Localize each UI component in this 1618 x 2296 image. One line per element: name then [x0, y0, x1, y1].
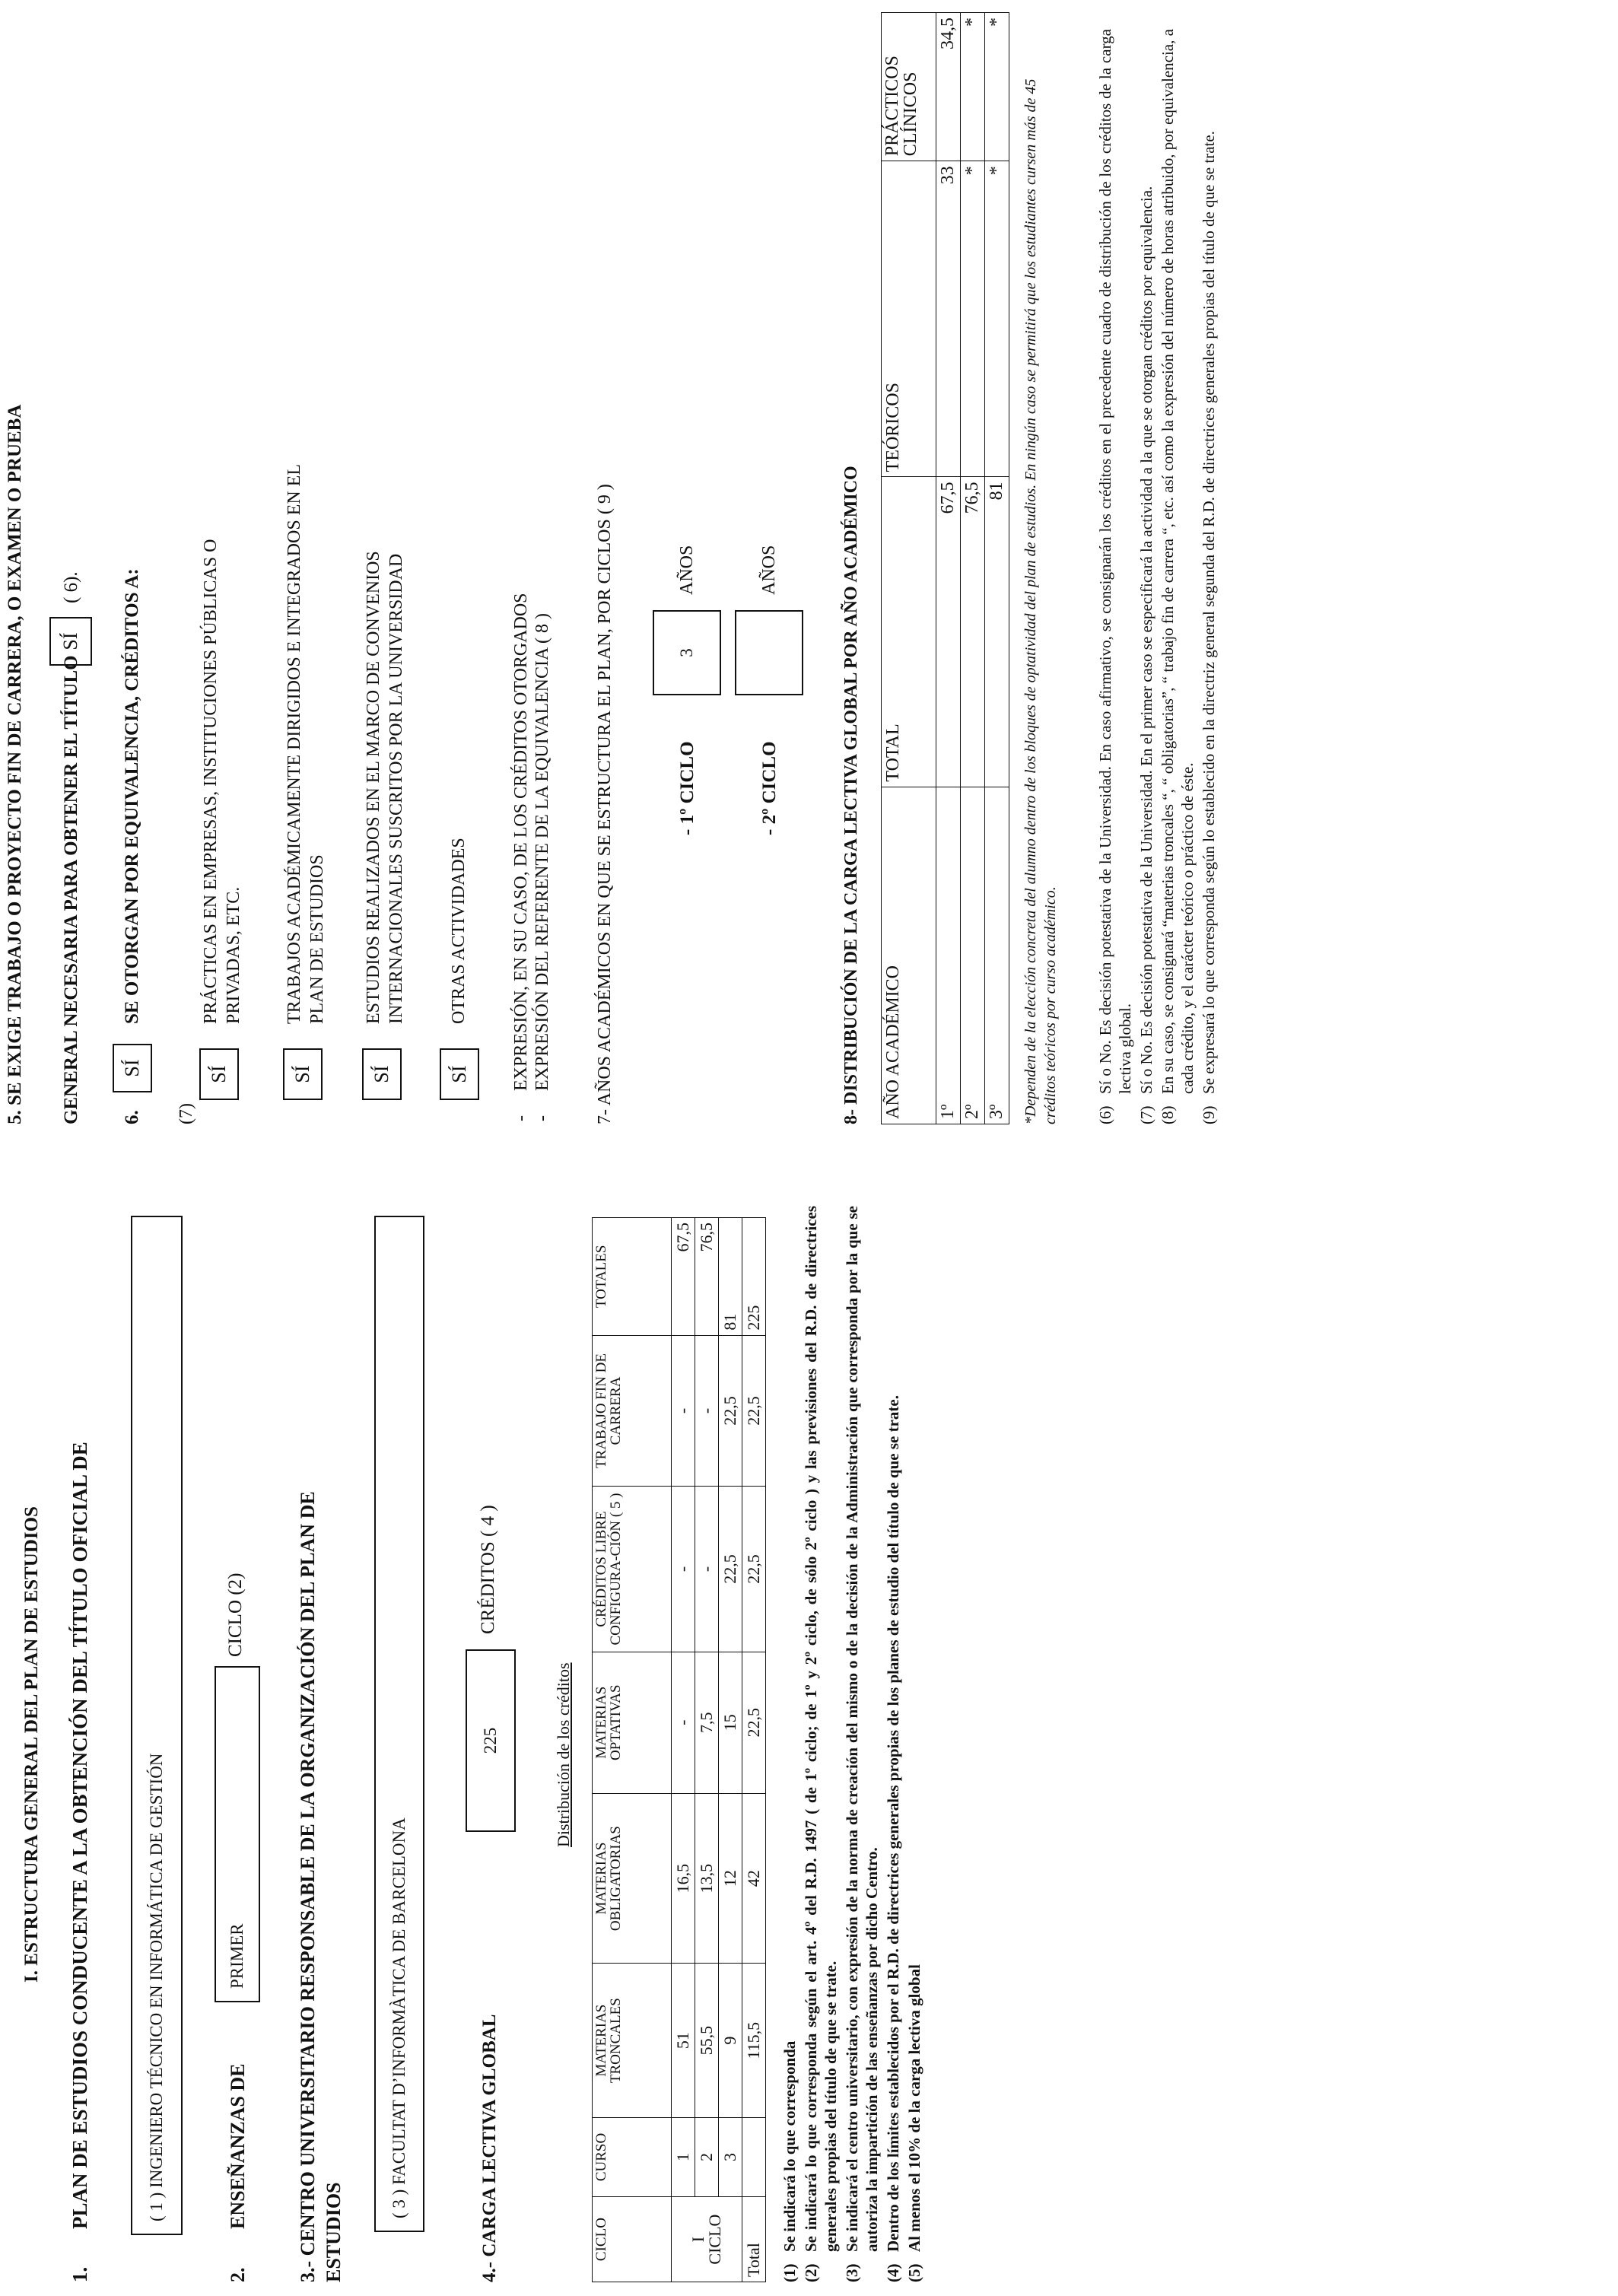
header-libre-configuracion: CRÉDITOS LIBRE CONFIGURA-CIÓN ( 5 )	[593, 1487, 672, 1652]
credit-distribution-title: Distribución de los créditos	[554, 1662, 573, 1847]
total-libre-configuracion-cell: 22,5	[742, 1487, 766, 1652]
note-number: (7)	[1137, 1105, 1155, 1124]
note-number: (6)	[1096, 1105, 1114, 1124]
credit-table-header-row	[593, 1218, 672, 2282]
ciclo-cell	[672, 2197, 742, 2282]
teoricos-cell: 33	[936, 161, 961, 477]
note-5	[904, 1206, 924, 2282]
ciclo-1-years-field	[653, 610, 721, 695]
equiv-item-text: TRABAJOS ACADÉMICAMENTE DIRIGIDOS E INTEGRADOS EN EL PLAN DE ESTUDIOS	[285, 464, 327, 1024]
note-8	[1158, 29, 1197, 1124]
total-cell: 67,5	[936, 477, 961, 787]
note-number: (3)	[843, 2263, 861, 2282]
center-value: ( 3 ) FACULTAT D’INFORMÀTICA DE BARCELONA	[389, 1817, 408, 2218]
total-obligatorias-cell: 42	[742, 1793, 766, 1964]
obligatorias-cell: 16,5	[672, 1793, 695, 1964]
header-curso: CURSO	[593, 2117, 672, 2196]
ciclo-2-years-field	[735, 610, 803, 695]
center-field	[374, 1216, 424, 2232]
total-troncales-cell: 115,5	[742, 1964, 766, 2117]
year-cell: 2º	[961, 787, 985, 1124]
header-optativas: MATERIAS OPTATIVAS	[593, 1652, 672, 1793]
annual-load-row	[936, 13, 961, 1124]
section-5-note: ( 6).	[61, 571, 81, 603]
header-practicos-clinicos: PRÁCTICOS CLÍNICOS	[882, 13, 936, 161]
header-totales: TOTALES	[593, 1218, 672, 1336]
curso-cell: 3	[719, 2117, 742, 2196]
note-9	[1199, 29, 1219, 1124]
header-ano-academico: AÑO ACADÉMICO	[882, 787, 936, 1124]
equiv-check-value: SÍ	[208, 1065, 230, 1083]
equiv-check-value: SÍ	[291, 1065, 313, 1083]
practicos-cell: 34,5	[936, 13, 961, 161]
trabajo-fin-carrera-cell: -	[695, 1335, 719, 1487]
header-trabajo-fin-carrera: TRABAJO FIN DE CARRERA	[593, 1335, 672, 1487]
section-5-line-1: 5. SE EXIGE TRABAJO O PROYECTO FIN DE CARRERA, O EXAMEN O PRUEBA	[5, 404, 25, 1124]
note-number: (2)	[802, 2263, 820, 2282]
ciclo-1-years-value: 3	[677, 648, 696, 657]
equiv-checkbox	[283, 1048, 323, 1100]
ciclo-1-label: - 1º CICLO	[677, 741, 698, 835]
ciclo-2-label: - 2º CICLO	[759, 741, 780, 835]
section-3-heading-line-2: ESTUDIOS	[323, 2182, 345, 2282]
totales-cell: 67,5	[672, 1218, 695, 1336]
credit-table-row	[695, 1218, 719, 2282]
total-cell: 81	[985, 477, 1009, 787]
annual-load-table	[881, 12, 1009, 1124]
global-load-field	[466, 1649, 516, 1832]
section-6-checkbox	[113, 1044, 152, 1092]
teaching-cycle-value: PRIMER	[227, 1923, 246, 1989]
equiv-item-text: ESTUDIOS REALIZADOS EN EL MARCO DE CONVENIOS INTERNACIONALES SUSCRITOS POR LA UNIVERSIDAD	[364, 551, 406, 1024]
practicos-cell: *	[985, 13, 1009, 161]
global-load-value: 225	[481, 1727, 500, 1754]
asterisk-note: *Dependen de la elección concreta del alumno dentro de los bloques de optatividad del plan de estudios. En ningún caso se permitirá que los estudiantes cursen más de 45 créditos teóricos por curso académico.	[1022, 78, 1059, 1124]
total-trabajo-fin-carrera-cell: 22,5	[742, 1335, 766, 1487]
note-7	[1136, 29, 1156, 1124]
annual-load-row	[961, 13, 985, 1124]
note-text: Dentro de los límites establecidos por el R.D. de directrices generales propias de los planes de estudio del título de que se trate.	[884, 1395, 902, 2252]
section-5-checkbox	[49, 617, 92, 666]
left-notes	[780, 1206, 924, 2282]
credit-table-row	[672, 1218, 695, 2282]
note-number: (8)	[1159, 1105, 1177, 1124]
obligatorias-cell: 12	[719, 1793, 742, 1964]
equiv-check-value: SÍ	[448, 1065, 470, 1083]
year-cell: 3º	[985, 787, 1009, 1124]
optativas-cell: -	[672, 1652, 695, 1793]
equiv-checkbox	[199, 1048, 239, 1100]
note-number: (1)	[780, 2263, 799, 2282]
note-text: Sí o No. Es decisión potestativa de la Universidad. En el primer caso se especificará la actividad a la que se otorgan créditos por equivalencia.	[1137, 186, 1155, 1094]
note-text: Al menos el 10% de la carga lectiva global	[905, 1964, 923, 2252]
degree-title-value: ( 1 ) INGENIERO TÉCNICO EN INFORMÁTICA DE GESTIÓN	[147, 1753, 166, 2221]
section-7-ref: (7)	[176, 1103, 196, 1124]
credit-table-total-row	[742, 1218, 766, 2282]
plan-title: I. ESTRUCTURA GENERAL DEL PLAN DE ESTUDIOS	[21, 1506, 42, 1983]
section-1-number: 1.	[68, 2266, 91, 2282]
curso-cell: 1	[672, 2117, 695, 2196]
note-2	[801, 1206, 841, 2282]
teoricos-cell: *	[985, 161, 1009, 477]
section-7-heading: 7- AÑOS ACADÉMICOS EN QUE SE ESTRUCTURA EL PLAN, POR CICLOS ( 9 )	[595, 484, 615, 1124]
year-cell: 1º	[936, 787, 961, 1124]
header-ciclo: CICLO	[593, 2197, 672, 2282]
total-curso-cell	[742, 2117, 766, 2196]
section-6-number: 6.	[122, 1110, 142, 1124]
teaching-cycle-field	[215, 1666, 260, 2002]
note-number: (9)	[1200, 1105, 1218, 1124]
expression-line-2: EXPRESIÓN DEL REFERENTE DE LA EQUIVALENCIA ( 8 )	[532, 613, 552, 1091]
equiv-item-text: OTRAS ACTIVIDADES	[449, 838, 469, 1024]
expression-dash-1: -	[511, 1115, 531, 1121]
note-text: Se indicará el centro universitario, con expresión de la norma de creación del mismo o de la decisión de la Administración que corresponda por la que se autoriza la impartición de las enseñanzas por dicho Centro.	[843, 1206, 881, 2252]
expression-line-1: EXPRESIÓN, EN SU CASO, DE LOS CRÉDITOS OTORGADOS	[511, 593, 531, 1091]
total-cell: 76,5	[961, 477, 985, 787]
troncales-cell: 9	[719, 1964, 742, 2117]
section-6-label: SE OTORGAN POR EQUIVALENCIA, CRÉDITOS A:	[122, 568, 142, 1024]
note-3	[842, 1206, 882, 2282]
equiv-check-value: SÍ	[370, 1065, 393, 1083]
note-number: (5)	[905, 2263, 923, 2282]
section-2-suffix: CICLO (2)	[225, 1573, 246, 1657]
total-totales-cell: 225	[742, 1218, 766, 1336]
annual-load-header-row	[882, 13, 936, 1124]
troncales-cell: 55,5	[695, 1964, 719, 2117]
note-number: (4)	[884, 2263, 902, 2282]
section-4-suffix: CRÉDITOS ( 4 )	[478, 1505, 498, 1634]
credit-distribution-table	[592, 1217, 766, 2282]
ciclo-label-word: CICLO	[705, 2214, 724, 2265]
expression-dash-2: -	[532, 1115, 552, 1121]
section-5-value: SÍ	[59, 632, 81, 650]
troncales-cell: 51	[672, 1964, 695, 2117]
ciclo-1-years-unit: AÑOS	[677, 545, 697, 595]
degree-title-field	[131, 1216, 183, 2235]
header-total: TOTAL	[882, 477, 936, 787]
note-text: En su caso, se consignará “materias troncales “, “ obligatorias”, “ trabajo fin de carrera “, etc. así como la expresión del número de horas atribuido, por equivalencia, a cada crédito, y el carácter teórico o práctico de éste.	[1159, 29, 1197, 1094]
total-optativas-cell: 22,5	[742, 1652, 766, 1793]
equiv-checkbox	[440, 1048, 479, 1100]
note-text: Se indicará lo que corresponda según el art. 4º del R.D. 1497 ( de 1º ciclo; de 1º y 2º ciclo, de sólo 2º ciclo ) y las previsiones del R.D. de directrices generales propias del título de que se trate.	[802, 1206, 840, 2252]
section-4-label: 4.- CARGA LECTIVA GLOBAL	[479, 2014, 500, 2282]
optativas-cell: 7,5	[695, 1652, 719, 1793]
note-text: Se expresará lo que corresponda según lo establecido en la directriz general segunda del R.D. de directrices generales propias del título de que se trate.	[1200, 131, 1218, 1094]
note-1	[780, 1206, 799, 2282]
section-2-label: ENSEÑANZAS DE	[227, 2063, 249, 2229]
equiv-checkbox	[362, 1048, 402, 1100]
curso-cell: 2	[695, 2117, 719, 2196]
libre-configuracion-cell: 22,5	[719, 1487, 742, 1652]
header-troncales: MATERIAS TRONCALES	[593, 1964, 672, 2117]
section-2-number: 2.	[227, 2267, 249, 2282]
section-8-heading: 8- DISTRIBUCIÓN DE LA CARGA LECTIVA GLOBAL POR AÑO ACADÉMICO	[841, 466, 861, 1124]
note-6	[1095, 29, 1135, 1124]
optativas-cell: 15	[719, 1652, 742, 1793]
annual-load-row	[985, 13, 1009, 1124]
trabajo-fin-carrera-cell: 22,5	[719, 1335, 742, 1487]
libre-configuracion-cell: -	[672, 1487, 695, 1652]
totales-cell: 76,5	[695, 1218, 719, 1336]
section-6-value: SÍ	[121, 1059, 143, 1077]
section-5-line-2: GENERAL NECESARIA PARA OBTENER EL TÍTULO	[61, 655, 81, 1124]
total-label-cell: Total	[742, 2197, 766, 2282]
equiv-item-text: PRÁCTICAS EN EMPRESAS, INSTITUCIONES PÚBLICAS O PRIVADAS, ETC.	[201, 539, 243, 1024]
ciclo-label-numeral: I	[688, 2236, 707, 2243]
trabajo-fin-carrera-cell: -	[672, 1335, 695, 1487]
note-4	[883, 1206, 903, 2282]
ciclo-2-years-unit: AÑOS	[759, 545, 779, 595]
header-obligatorias: MATERIAS OBLIGATORIAS	[593, 1793, 672, 1964]
section-1-heading: PLAN DE ESTUDIOS CONDUCENTE A LA OBTENCIÓN DEL TÍTULO OFICIAL DE	[68, 1442, 91, 2229]
practicos-cell: *	[961, 13, 985, 161]
libre-configuracion-cell: -	[695, 1487, 719, 1652]
obligatorias-cell: 13,5	[695, 1793, 719, 1964]
note-text: Sí o No. Es decisión potestativa de la Universidad. En caso afirmativo, se consignarán los créditos en el precedente cuadro de distribución de los créditos de la carga lectiva global.	[1096, 29, 1134, 1094]
header-teoricos: TEÓRICOS	[882, 161, 936, 477]
section-3-heading-line-1: 3.- CENTRO UNIVERSITARIO RESPONSABLE DE LA ORGANIZACIÓN DEL PLAN DE	[297, 1491, 319, 2282]
teoricos-cell: *	[961, 161, 985, 477]
note-text: Se indicará lo que corresponda	[780, 2040, 799, 2252]
credit-table-row	[719, 1218, 742, 2282]
totales-cell: 81	[719, 1218, 742, 1336]
right-notes	[1095, 29, 1219, 1124]
